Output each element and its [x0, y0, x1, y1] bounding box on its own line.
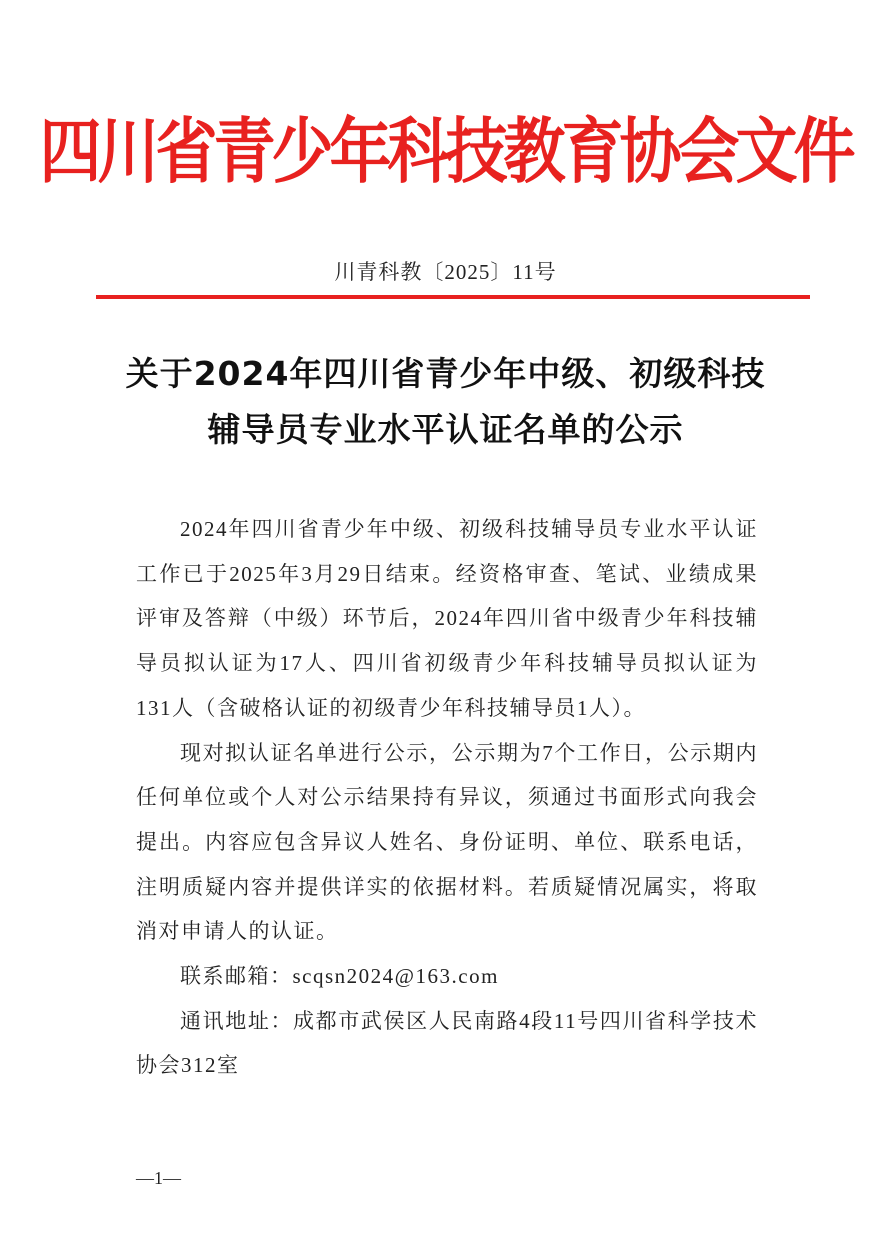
page-number: —1— — [136, 1168, 181, 1188]
document-masthead: 四川省青少年科技教育协会文件 — [39, 109, 852, 194]
document-body — [136, 507, 758, 1088]
title-line-1: 关于2024年四川省青少年中级、初级科技 — [125, 354, 766, 393]
mailing-address: 通讯地址：成都市武侯区人民南路4段11号四川省科学技术协会312室 — [136, 1008, 758, 1078]
title-line-2: 辅导员专业水平认证名单的公示 — [207, 410, 684, 449]
paragraph-notice: 现对拟认证名单进行公示，公示期为7个工作日，公示期内任何单位或个人对公示结果持有异议，须通过书面形式向我会提出。内容应包含异议人姓名、身份证明、单位、联系电话，注明质疑内容并提供详实的依据材料。若质疑情况属实，将取消对申请人的认证。 — [136, 740, 758, 944]
contact-email: 联系邮箱：scqsn2024@163.com — [180, 964, 499, 989]
paragraph-intro: 2024年四川省青少年中级、初级科技辅导员专业水平认证工作已于2025年3月29日结束。经资格审查、笔试、业绩成果评审及答辩（中级）环节后，2024年四川省中级青少年科技辅导员拟认证为17人、四川省初级青少年科技辅导员拟认证为131人（含破格认证的初级青少年科技辅导员1人）。 — [136, 517, 758, 720]
document-number: 川青科教〔2025〕11号 — [334, 260, 557, 284]
document-title — [0, 346, 891, 458]
red-divider-line — [96, 295, 810, 299]
